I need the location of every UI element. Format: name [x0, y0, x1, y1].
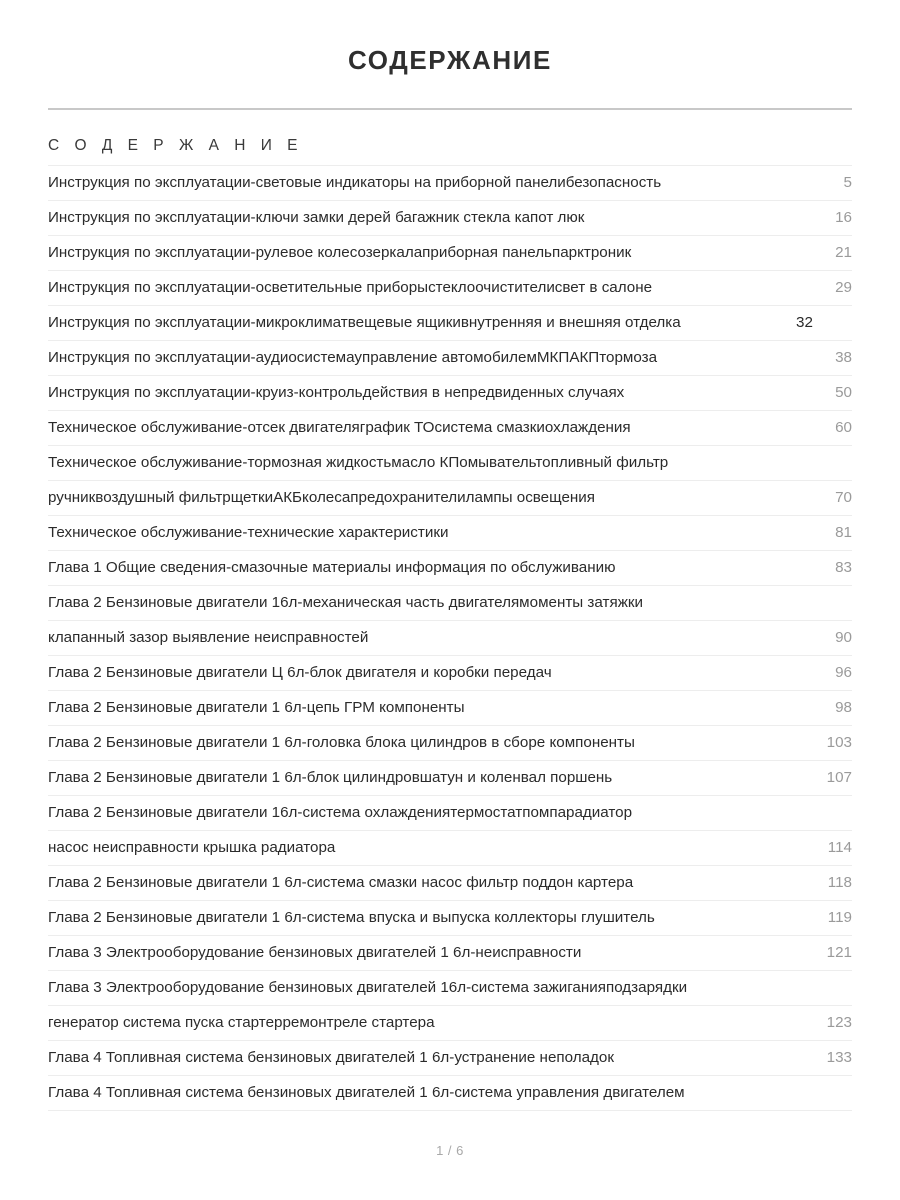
toc-row[interactable]: [48, 726, 852, 761]
toc-row[interactable]: [48, 376, 852, 411]
toc-row[interactable]: [48, 656, 852, 691]
toc-entry-page: 16: [796, 201, 852, 236]
toc-entry-title: Глава 3 Электрооборудование бензиновых двигателей 1 6л-неисправности: [48, 936, 796, 971]
toc-entry-page: 90: [796, 621, 852, 656]
toc-entry-page: 96: [796, 656, 852, 691]
toc-entry-title: Инструкция по эксплуатации-осветительные приборыстеклоочистителисвет в салоне: [48, 271, 796, 306]
toc-entry-title: Инструкция по эксплуатации-микроклиматвещевые ящикивнутренняя и внешняя отделка: [48, 306, 796, 341]
toc-entry-title: Техническое обслуживание-отсек двигателяграфик ТОсистема смазкиохлаждения: [48, 411, 796, 446]
toc-entry-page: 38: [796, 341, 852, 376]
toc-entry-page: 21: [796, 236, 852, 271]
table-of-contents: [48, 165, 852, 1111]
toc-entry-page: 118: [796, 866, 852, 901]
toc-row[interactable]: [48, 341, 852, 376]
toc-entry-title: Глава 4 Топливная система бензиновых двигателей 1 6л-система управления двигателем: [48, 1076, 796, 1111]
toc-entry-page: 81: [796, 516, 852, 551]
toc-row[interactable]: [48, 166, 852, 201]
toc-row[interactable]: [48, 516, 852, 551]
toc-entry-page: 114: [796, 831, 852, 866]
toc-entry-page: 29: [796, 271, 852, 306]
toc-entry-title: насос неисправности крышка радиатора: [48, 831, 796, 866]
toc-entry-title: Глава 2 Бензиновые двигатели 1 6л-цепь ГРМ компоненты: [48, 691, 796, 726]
toc-entry-page: 119: [796, 901, 852, 936]
toc-entry-title: Техническое обслуживание-технические характеристики: [48, 516, 796, 551]
toc-row[interactable]: [48, 271, 852, 306]
toc-row[interactable]: [48, 971, 852, 1006]
toc-entry-title: Глава 2 Бензиновые двигатели 1 6л-система смазки насос фильтр поддон картера: [48, 866, 796, 901]
toc-row[interactable]: [48, 761, 852, 796]
toc-entry-title: Глава 2 Бензиновые двигатели 1 6л-головка блока цилиндров в сборе компоненты: [48, 726, 796, 761]
toc-row[interactable]: [48, 236, 852, 271]
toc-entry-title: ручниквоздушный фильтрщеткиАКБколесапредохранителилампы освещения: [48, 481, 796, 516]
toc-row[interactable]: [48, 551, 852, 586]
toc-entry-page: [796, 446, 852, 481]
toc-row[interactable]: [48, 446, 852, 481]
toc-row[interactable]: [48, 411, 852, 446]
toc-row[interactable]: [48, 936, 852, 971]
toc-entry-title: Инструкция по эксплуатации-ключи замки дерей багажник стекла капот люк: [48, 201, 796, 236]
toc-row[interactable]: [48, 586, 852, 621]
toc-entry-title: Инструкция по эксплуатации-аудиосистемауправление автомобилемМКПАКПтормоза: [48, 341, 796, 376]
toc-entry-page: [796, 796, 852, 831]
toc-entry-page: 5: [796, 166, 852, 201]
toc-entry-title: Глава 1 Общие сведения-смазочные материалы информация по обслуживанию: [48, 551, 796, 586]
toc-entry-page: 121: [796, 936, 852, 971]
toc-entry-page: 107: [796, 761, 852, 796]
section-heading: С О Д Е Р Ж А Н И Е: [48, 137, 304, 155]
page-footer: 1 / 6: [436, 1143, 464, 1158]
toc-row[interactable]: [48, 1041, 852, 1076]
header-divider: [48, 108, 852, 110]
toc-row[interactable]: [48, 866, 852, 901]
toc-entry-title: Инструкция по эксплуатации-рулевое колесозеркалаприборная панельпарктроник: [48, 236, 796, 271]
toc-entry-title: Глава 2 Бензиновые двигатели 16л-механическая часть двигателямоменты затяжки: [48, 586, 796, 621]
toc-entry-title: Инструкция по эксплуатации-круиз-контрольдействия в непредвиденных случаях: [48, 376, 796, 411]
toc-entry-page: 50: [796, 376, 852, 411]
toc-entry-page: 133: [796, 1041, 852, 1076]
toc-row[interactable]: [48, 1006, 852, 1041]
toc-row[interactable]: [48, 1076, 852, 1111]
toc-entry-title: Глава 2 Бензиновые двигатели 16л-система охлаждениятермостатпомпарадиатор: [48, 796, 796, 831]
toc-entry-title: Техническое обслуживание-тормозная жидкостьмасло КПомывательтопливный фильтр: [48, 446, 796, 481]
toc-row[interactable]: [48, 306, 852, 341]
toc-entry-page: [796, 971, 852, 1006]
toc-entry-title: Глава 4 Топливная система бензиновых двигателей 1 6л-устранение неполадок: [48, 1041, 796, 1076]
page-title: СОДЕРЖАНИЕ: [348, 45, 552, 75]
toc-entry-page: 60: [796, 411, 852, 446]
toc-entry-title: Глава 2 Бензиновые двигатели 1 6л-блок цилиндровшатун и коленвал поршень: [48, 761, 796, 796]
toc-row[interactable]: [48, 796, 852, 831]
toc-entry-page: 123: [796, 1006, 852, 1041]
toc-entry-page: 83: [796, 551, 852, 586]
toc-row[interactable]: [48, 201, 852, 236]
toc-row[interactable]: [48, 831, 852, 866]
toc-entry-title: генератор система пуска стартерремонтреле стартера: [48, 1006, 796, 1041]
toc-row[interactable]: [48, 621, 852, 656]
toc-entry-page: 98: [796, 691, 852, 726]
toc-entry-title: Глава 3 Электрооборудование бензиновых двигателей 16л-система зажиганияподзарядки: [48, 971, 796, 1006]
toc-entry-page: [796, 1076, 852, 1111]
toc-entry-page: 32: [796, 306, 852, 341]
toc-entry-page: [796, 586, 852, 621]
toc-row[interactable]: [48, 691, 852, 726]
toc-entry-title: клапанный зазор выявление неисправностей: [48, 621, 796, 656]
toc-row[interactable]: [48, 481, 852, 516]
toc-entry-page: 70: [796, 481, 852, 516]
toc-entry-page: 103: [796, 726, 852, 761]
toc-row[interactable]: [48, 901, 852, 936]
toc-entry-title: Инструкция по эксплуатации-световые индикаторы на приборной панелибезопасность: [48, 166, 796, 201]
toc-entry-title: Глава 2 Бензиновые двигатели 1 6л-система впуска и выпуска коллекторы глушитель: [48, 901, 796, 936]
toc-entry-title: Глава 2 Бензиновые двигатели Ц 6л-блок двигателя и коробки передач: [48, 656, 796, 691]
